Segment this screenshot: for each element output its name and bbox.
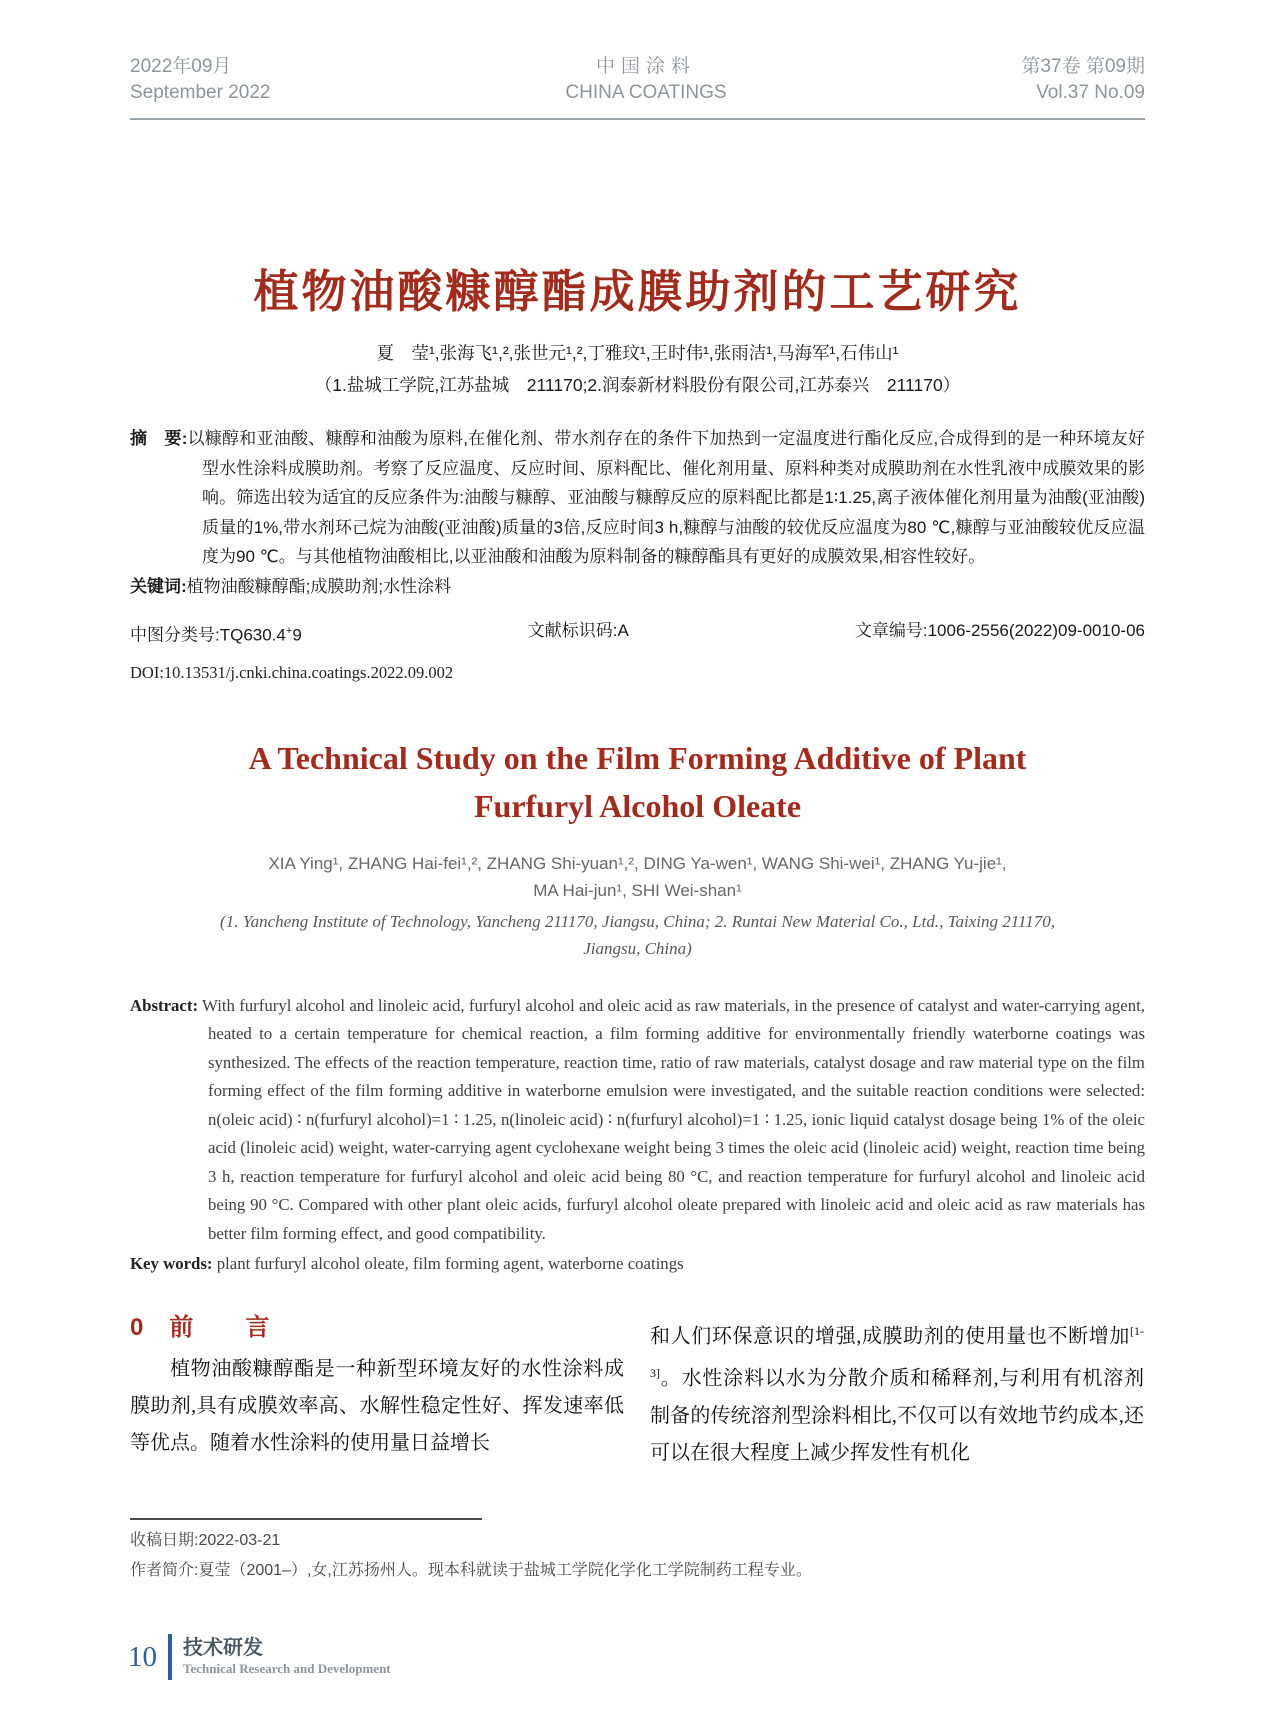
intro-left-column bbox=[130, 1313, 624, 1472]
clc-superscript: + bbox=[285, 625, 293, 637]
intro-paragraph-left: 植物油酸糠醇酯是一种新型环境友好的水性涂料成膜助剂,具有成膜效率高、水解性稳定性好、挥发速率低等优点。随着水性涂料的使用量日益增长 bbox=[130, 1357, 624, 1454]
clc-label: 中图分类号: bbox=[130, 625, 220, 645]
meta-row bbox=[130, 617, 1145, 650]
footnote-divider bbox=[130, 1518, 482, 1520]
header-date bbox=[130, 54, 271, 106]
authors-cn: 夏 莹¹,张海飞¹,²,张世元¹,²,丁雅玟¹,王时伟¹,张雨洁¹,马海军¹,石伟山¹ bbox=[376, 343, 899, 363]
keywords-en-text: plant furfuryl alcohol oleate, film forming agent, waterborne coatings bbox=[216, 1254, 684, 1274]
header-issue bbox=[1021, 54, 1145, 106]
abstract-cn-text: 以糠醇和亚油酸、糠醇和油酸为原料,在催化剂、带水剂存在的条件下加热到一定温度进行酯化反应,合成得到的是一种环境友好型水性涂料成膜助剂。考察了反应温度、反应时间、原料配比、催化剂用量、原料种类对成膜助剂在水性乳液中成膜效果的影响。筛选出较为适宜的反应条件为:油酸与糠醇、亚油酸与糠醇反应的原料配比都是1∶1.25,离子液体催化剂用量为油酸(亚油酸)质量的1%,带水剂环己烷为油酸(亚油酸)质量的3倍,反应时间3 h,糠醇与油酸的较优反应温度为80 ℃,糠醇与亚油酸较优反应温度为90 ℃。与其他植物油酸相比,以亚油酸和油酸为原料制备的糠醇酯具有更好的成膜效果,相容性较好。 bbox=[187, 429, 1145, 566]
keywords-en-label: Key words: bbox=[130, 1254, 213, 1274]
intro-section bbox=[130, 1313, 1145, 1472]
article-title-cn: 植物油酸糠醇酯成膜助剂的工艺研究 bbox=[253, 266, 1022, 317]
affiliation-cn: （1.盐城工学院,江苏盐城 211170;2.润泰新材料股份有限公司,江苏泰兴 211170） bbox=[314, 375, 961, 395]
title-en-line2: Furfuryl Alcohol Oleate bbox=[473, 787, 802, 824]
intro-right-column bbox=[650, 1313, 1144, 1472]
article-id: 文章编号:1006-2556(2022)09-0010-06 bbox=[854, 621, 1145, 640]
footnote-block bbox=[130, 1518, 1145, 1586]
affiliation-en-line1: (1. Yancheng Institute of Technology, Yancheng 211170, Jiangsu, China; 2. Runtai New Material Co., Ltd., Taixing 211170, bbox=[220, 911, 1055, 931]
abstract-en-block bbox=[130, 992, 1145, 1279]
intro-right-text: 和人们环保意识的增强,成膜助剂的使用量也不断增加 bbox=[650, 1325, 1130, 1348]
section-title: 前 言 bbox=[169, 1313, 284, 1341]
abstract-en bbox=[130, 992, 1145, 1249]
section-number: 0 bbox=[130, 1313, 144, 1341]
keywords-cn bbox=[130, 572, 1145, 602]
keywords-en bbox=[130, 1250, 1145, 1279]
affiliation-en-line2: Jiangsu, China) bbox=[583, 938, 692, 958]
title-en-line1: A Technical Study on the Film Forming Additive of Plant bbox=[248, 739, 1027, 776]
intro-paragraph-right bbox=[650, 1313, 1144, 1472]
keywords-cn-text: 植物油酸糠醇酯;成膜助剂;水性涂料 bbox=[186, 576, 452, 596]
footer-column-en: Technical Research and Development bbox=[183, 1661, 391, 1676]
affiliation-en bbox=[130, 908, 1145, 962]
authors-en-line1: XIA Ying¹, ZHANG Hai-fei¹,², ZHANG Shi-yuan¹,², DING Ya-wen¹, WANG Shi-wei¹, ZHANG Yu-jie¹, bbox=[268, 853, 1007, 873]
abstract-en-label: Abstract: bbox=[130, 995, 199, 1015]
abstract-en-text: With furfuryl alcohol and linoleic acid, furfuryl alcohol and oleic acid as raw materials, in the presence of catalyst and water-carrying agent, heated to a certain temperature for chemical reaction, a film forming additive for environmentally friendly waterborne coatings was synthesized. The effects of the reaction temperature, reaction time, ratio of raw materials, catalyst dosage and raw material type on the film forming effect of the film forming additive in waterborne emulsion were investigated, and the suitable reaction conditions were selected: n(oleic acid) ∶ n(furfuryl alcohol)=1 ∶ 1.25, n(linoleic acid) ∶ n(furfuryl alcohol)=1 ∶ 1.25, ionic liquid catalyst dosage being 1% of the oleic acid (linoleic acid) weight, water-carrying agent cyclohexane weight being 3 times the oleic acid (linoleic acid) weight, reaction time being 3 h, reaction temperature for furfuryl alcohol and oleic acid being 80 °C, and reaction temperature for furfuryl alcohol and linoleic acid being 90 °C. Compared with other plant oleic acids, furfuryl alcohol oleate prepared with linoleic acid and oleic acid as raw materials has better film forming effect, and good compatibility. bbox=[202, 995, 1145, 1243]
footer-column-name bbox=[183, 1636, 391, 1678]
clc-tail: 9 bbox=[292, 625, 302, 645]
journal-name-cn: 中国涂料 bbox=[595, 56, 696, 77]
footer-column-cn: 技术研发 bbox=[183, 1637, 263, 1659]
keywords-cn-label: 关键词: bbox=[130, 576, 187, 596]
authors-en bbox=[130, 850, 1145, 904]
clc-number bbox=[130, 617, 302, 650]
clc-value: TQ630.4 bbox=[219, 625, 286, 645]
page-footer bbox=[128, 1634, 391, 1680]
authors-en-line2: MA Hai-jun¹, SHI Wei-shan¹ bbox=[533, 880, 742, 900]
header-issue-cn: 第37卷 第09期 bbox=[1021, 56, 1145, 77]
doi: DOI:10.13531/j.cnki.china.coatings.2022.09.002 bbox=[130, 662, 454, 682]
header-date-en: September 2022 bbox=[130, 82, 271, 103]
author-bio: 作者简介:夏莹（2001–）,女,江苏扬州人。现本科就读于盐城工学院化学化工学院制药工程专业。 bbox=[130, 1562, 812, 1579]
header-date-cn: 2022年09月 bbox=[130, 56, 232, 77]
document-code: 文献标识码:A bbox=[527, 621, 629, 640]
abstract-cn-label: 摘 要: bbox=[130, 429, 188, 448]
journal-header bbox=[130, 0, 1145, 120]
header-issue-en: Vol.37 No.09 bbox=[1036, 82, 1145, 103]
abstract-cn-block bbox=[130, 424, 1145, 601]
header-journal-name bbox=[565, 54, 726, 106]
article-title-en bbox=[130, 734, 1145, 830]
citation-superscript: [1-3] bbox=[650, 1323, 1144, 1381]
received-date: 收稿日期:2022-03-21 bbox=[130, 1532, 281, 1549]
section-0-heading bbox=[130, 1313, 624, 1343]
page-number: 10 bbox=[128, 1640, 157, 1673]
intro-right-text-cont: 。水性涂料以水为分散介质和稀释剂,与利用有机溶剂制备的传统溶剂型涂料相比,不仅可以有效地节约成本,还可以在很大程度上减少挥发性有机化 bbox=[650, 1367, 1144, 1464]
abstract-cn bbox=[130, 424, 1145, 572]
footer-divider-bar bbox=[168, 1634, 172, 1680]
journal-name-en: CHINA COATINGS bbox=[565, 82, 727, 103]
